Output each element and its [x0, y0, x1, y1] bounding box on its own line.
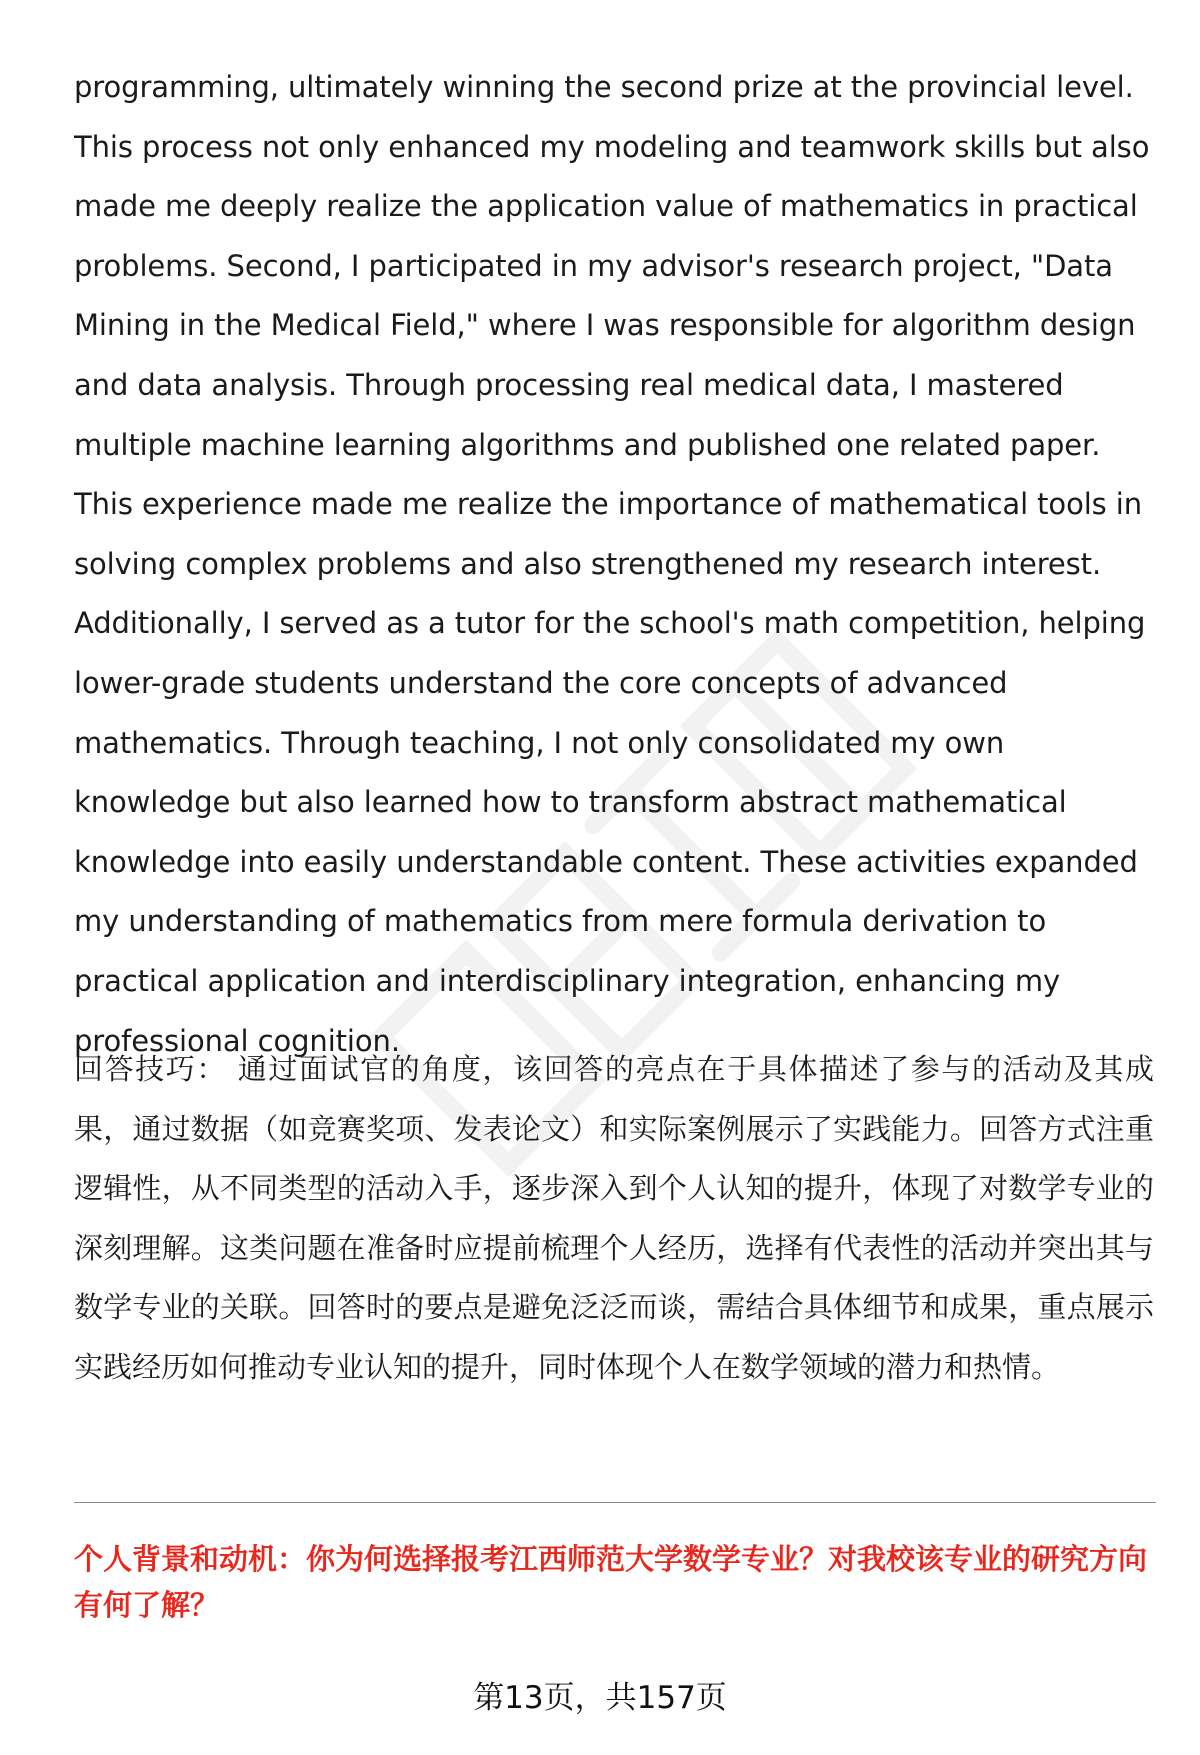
- answer-tips-paragraph: 回答技巧： 通过面试官的角度，该回答的亮点在于具体描述了参与的活动及其成果，通过数据（如竞赛奖项、发表论文）和实际案例展示了实践能力。回答方式注重逻辑性，从不同类型的活动入手，逐步深入到个人认知的提升，体现了对数学专业的深刻理解。这类问题在准备时应提前梳理个人经历，选择有代表性的活动并突出其与数学专业的关联。回答时的要点是避免泛泛而谈，需结合具体细节和成果，重点展示实践经历如何推动专业认知的提升，同时体现个人在数学领域的潜力和热情。: [74, 1052, 1154, 1384]
- section-divider: [74, 1502, 1156, 1503]
- question-heading: 个人背景和动机：你为何选择报考江西师范大学数学专业？对我校该专业的研究方向有何了解？: [74, 1542, 1148, 1622]
- body-paragraph: programming, ultimately winning the second prize at the provincial level. This process not only enhanced my modeling and teamwork skills but also made me deeply realize the application value of mathematics in practical problems. Second, I participated in my advisor's research project, "Data Mining in the Medical Field," where I was responsible for algorithm design and data analysis. Through processing real medical data, I mastered multiple machine learning algorithms and published one related paper. This experience made me realize the importance of mathematical tools in solving complex problems and also strengthened my research interest. Additionally, I served as a tutor for the school's math competition, helping lower-grade students understand the core concepts of advanced mathematics. Through teaching, I not only consolidated my own knowledge but also learned how to transform abstract mathematical knowledge into easily understandable content. These activities expanded my understanding of mathematics from mere formula derivation to practical application and interdisciplinary integration, enhancing my professional cognition.: [74, 70, 1150, 1058]
- page-number-footer: 第13页，共157页: [473, 1680, 727, 1716]
